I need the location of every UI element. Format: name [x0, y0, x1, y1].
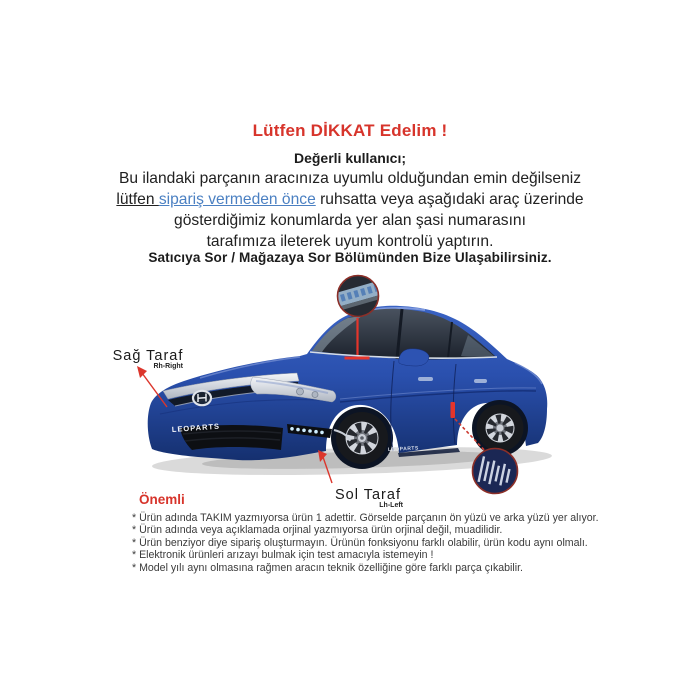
important-heading: Önemli	[139, 492, 185, 507]
rear-wheel	[477, 405, 524, 452]
door-chassis-marker	[451, 402, 456, 418]
left-side-label	[332, 487, 404, 509]
front-wheel	[336, 412, 388, 464]
brand-watermark-rocker: LEOPARTS	[387, 445, 419, 453]
paragraph-line3: gösterdiğimiz konumlarda yer alan şasi numarasını	[174, 212, 526, 229]
paragraph-line4: tarafımıza ileterek uyum kontrolü yaptırın.	[206, 233, 494, 250]
paragraph-line1: Bu ilandaki parçanın aracınıza uyumlu olduğundan emin değilseniz	[118, 170, 582, 187]
front-door-handle	[418, 377, 433, 381]
right-side-arrow	[137, 366, 167, 407]
rear-door-handle	[474, 379, 487, 383]
notice-greeting: Değerli kullanıcı;	[293, 150, 407, 166]
note-item: * Ürün benziyor diye sipariş oluşturmayın. Ürünün fonksiyonu farklı olabilir, ürün kodu aynı olmalı.	[132, 536, 588, 549]
right-side-label	[112, 348, 184, 370]
note-item: * Ürün adında TAKIM yazmıyorsa ürün 1 adettir. Görselde parçanın ön yüzü ve arka yüzü yer alıyor.	[132, 512, 599, 524]
honda-logo	[192, 390, 212, 406]
paragraph-line2-underlined: lütfen	[116, 191, 159, 208]
notice-title: Lütfen DİKKAT Edelim !	[252, 121, 448, 140]
left-side-label-text: Sol Taraf	[335, 487, 401, 503]
paragraph-line2-rest: ruhsatta veya aşağıdaki araç üzerinde	[315, 191, 584, 208]
right-side-label-sub: Rh-Right	[153, 363, 183, 370]
left-side-label-sub: Lh-Left	[379, 502, 403, 509]
chassis-underline-marker	[345, 357, 370, 360]
note-item: * Elektronik ürünleri arızayı bulmak için test amacıyla istemeyin !	[132, 549, 434, 562]
contact-cta-text: Satıcıya Sor / Mağazaya Sor Bölümünden Bize Ulaşabilirsiniz.	[148, 250, 552, 265]
order-before-link[interactable]: sipariş vermeden önce	[158, 191, 316, 208]
important-notes	[132, 512, 599, 574]
note-item: * Model yılı aynı olmasına rağmen aracın teknik özelliğine göre farklı parça çıkabilir.	[132, 561, 523, 574]
brand-watermark-bumper: LEOPARTS	[171, 421, 221, 434]
right-side-label-text: Sağ Taraf	[112, 348, 184, 364]
side-mirror	[399, 349, 429, 366]
vin-inset-bottom	[473, 449, 518, 494]
note-item: * Ürün adında veya açıklamada orjinal yazmıyorsa ürün orjinal değil, muadilidir.	[132, 524, 503, 537]
